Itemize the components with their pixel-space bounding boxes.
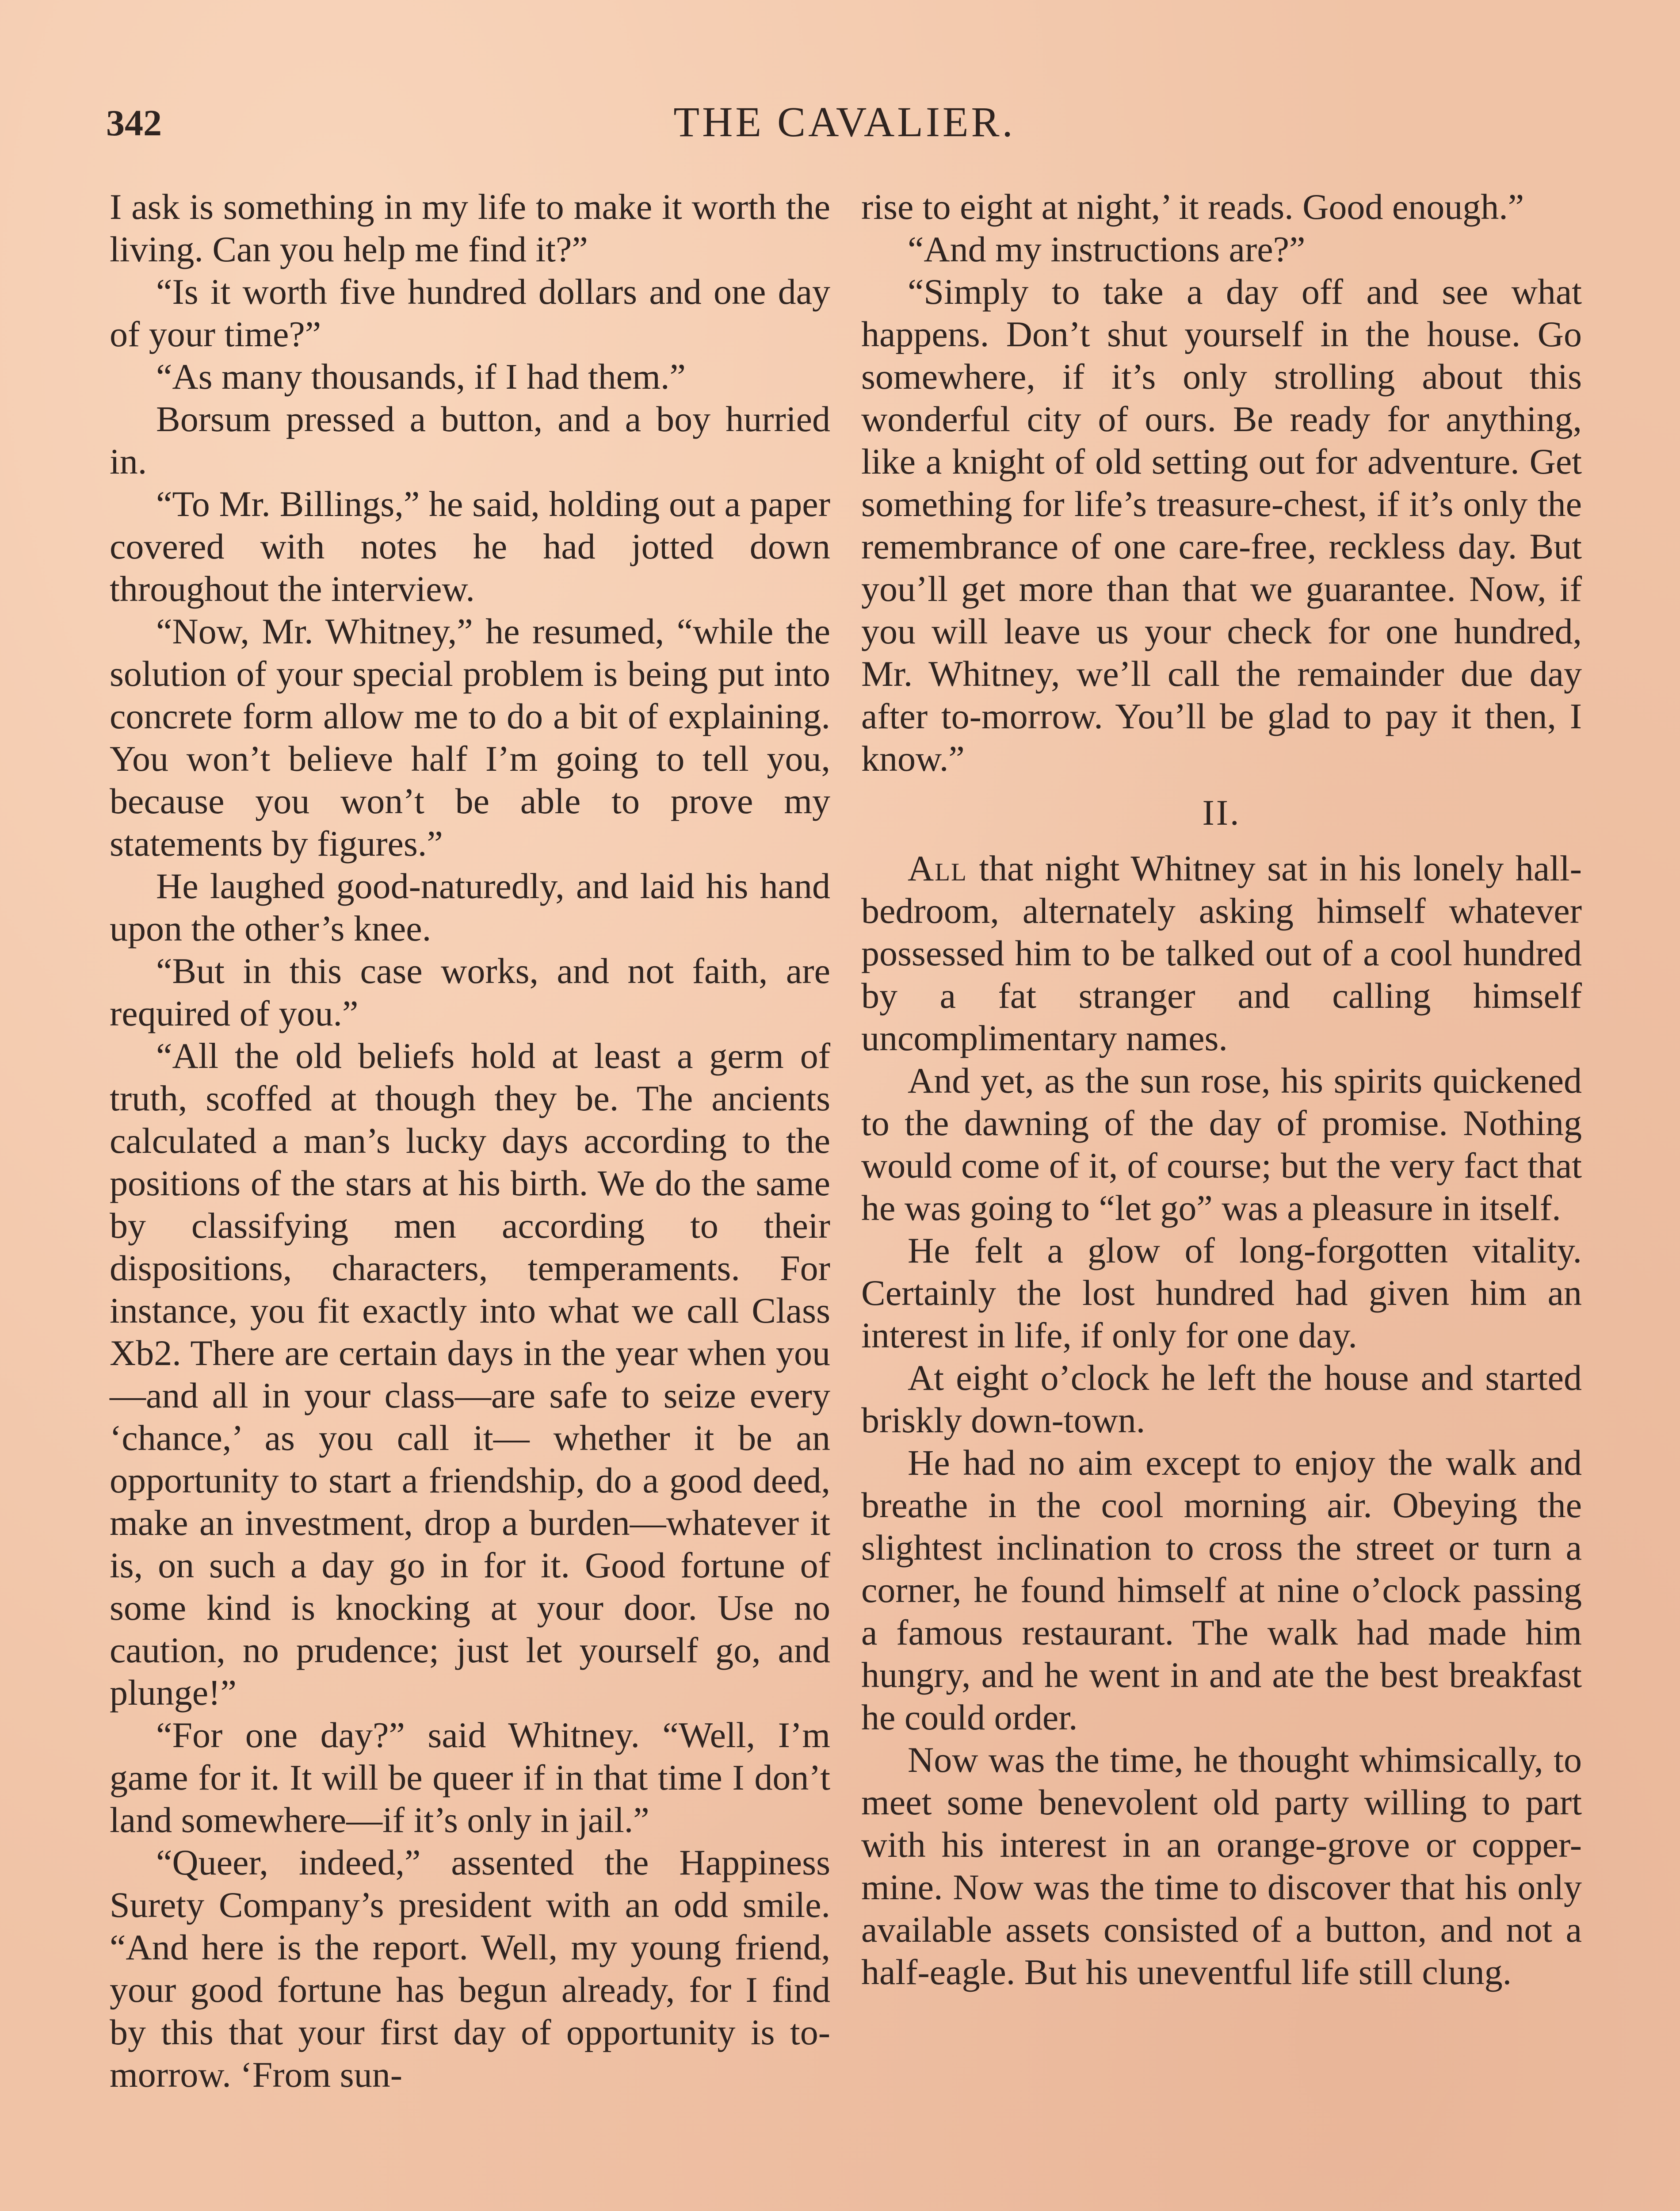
paragraph: “Is it worth five hundred dollars and one day of your time?” bbox=[110, 272, 830, 354]
paragraph: “For one day?” said Whitney. “Well, I’m game for it. It will be queer if in that time I don’t land somewhere—if it’s only in jail.” bbox=[110, 1715, 830, 1840]
paragraph: He felt a glow of long-forgotten vitality. Certainly the lost hundred had given him an interest in life, if only for one day. bbox=[861, 1230, 1582, 1355]
paragraph: He laughed good-naturedly, and laid his hand upon the other’s knee. bbox=[110, 866, 830, 949]
paragraph: Borsum pressed a button, and a boy hurried in. bbox=[110, 399, 830, 482]
paragraph: And yet, as the sun rose, his spirits quickened to the dawning of the day of promise. Nothing would come of it, of course; but the very fact that he was going to “let go” was a pleasure in itself. bbox=[861, 1060, 1582, 1228]
paragraph: “Queer, indeed,” assented the Happiness Surety Company’s president with an odd smile. “And here is the report. Well, my young friend, your good fortune has begun already, for I find by this that your first day of opportunity is to-morrow. ‘From sun- bbox=[110, 1842, 830, 2095]
section-heading: II. bbox=[1202, 792, 1241, 833]
running-title: THE CAVALIER. bbox=[673, 98, 1016, 145]
section-opening-paragraph bbox=[861, 847, 1582, 1060]
paragraph: “Simply to take a day off and see what happens. Don’t shut yourself in the house. Go somewhere, if it’s only strolling about this wonderful city of ours. Be ready for anything, like a knight of old setting out for adventure. Get something for life’s treasure-chest, if it’s only the remembrance of one care-free, reckless day. But you’ll get more than that we guarantee. Now, if you will leave us your check for one hundred, Mr. Whitney, we’ll call the remainder due day after to-morrow. You’ll be glad to pay it then, I know.” bbox=[861, 272, 1582, 779]
paragraph: “To Mr. Billings,” he said, holding out a paper covered with notes he had jotted down throughout the interview. bbox=[110, 484, 830, 609]
paragraph: Now was the time, he thought whimsically, to meet some benevolent old party willing to part with his interest in an orange-grove or copper-mine. Now was the time to discover that his only available assets consisted of a button, and not a half-eagle. But his uneventful life still clung. bbox=[861, 1740, 1582, 1992]
paragraph: “As many thousands, if I had them.” bbox=[156, 356, 686, 397]
page-number: 342 bbox=[106, 103, 162, 144]
right-column bbox=[861, 186, 1582, 1993]
paragraph: He had no aim except to enjoy the walk and breathe in the cool morning air. Obeying the slightest inclination to cross the street or turn a corner, he found himself at nine o’clock passing a famous restaurant. The walk had made him hungry, and he went in and ate the best breakfast he could order. bbox=[861, 1442, 1582, 1737]
opening-paragraph-text: that night Whitney sat in his lonely hall-bedroom, alternately asking himself whatever possessed him to be talked out of a cool hundred by a fat stranger and calling himself uncomplimentary names. bbox=[861, 848, 1582, 1058]
paragraph: At eight o’clock he left the house and started briskly down-town. bbox=[861, 1358, 1582, 1440]
page-header bbox=[106, 93, 1583, 159]
paragraph: “And my instructions are?” bbox=[908, 229, 1306, 269]
paragraph: “All the old beliefs hold at least a germ of truth, scoffed at though they be. The ancients calculated a man’s lucky days according to the positions of the stars at his birth. We do the same by classifying men according to their dispositions, characters, temperaments. For instance, you fit exactly into what we call Class Xb2. There are certain days in the year when you —and all in your class—are safe to seize every ‘chance,’ as you call it— whether it be an opportunity to start a friendship, do a good deed, make an investment, drop a burden—whatever it is, on such a day go in for it. Good fortune of some kind is knocking at your door. Use no caution, no prudence; just let yourself go, and plunge!” bbox=[110, 1036, 830, 1713]
left-column bbox=[110, 186, 830, 2096]
paragraph: “Now, Mr. Whitney,” he resumed, “while the solution of your special problem is being put into concrete form allow me to do a bit of explaining. You won’t believe half I’m going to tell you, because you won’t be able to prove my statements by figures.” bbox=[110, 611, 830, 864]
paragraph: “But in this case works, and not faith, are required of you.” bbox=[110, 951, 830, 1033]
paragraph: rise to eight at night,’ it reads. Good enough.” bbox=[861, 187, 1524, 227]
small-caps-opening-word: All bbox=[908, 848, 967, 888]
paragraph: I ask is something in my life to make it worth the living. Can you help me find it?” bbox=[110, 187, 830, 269]
